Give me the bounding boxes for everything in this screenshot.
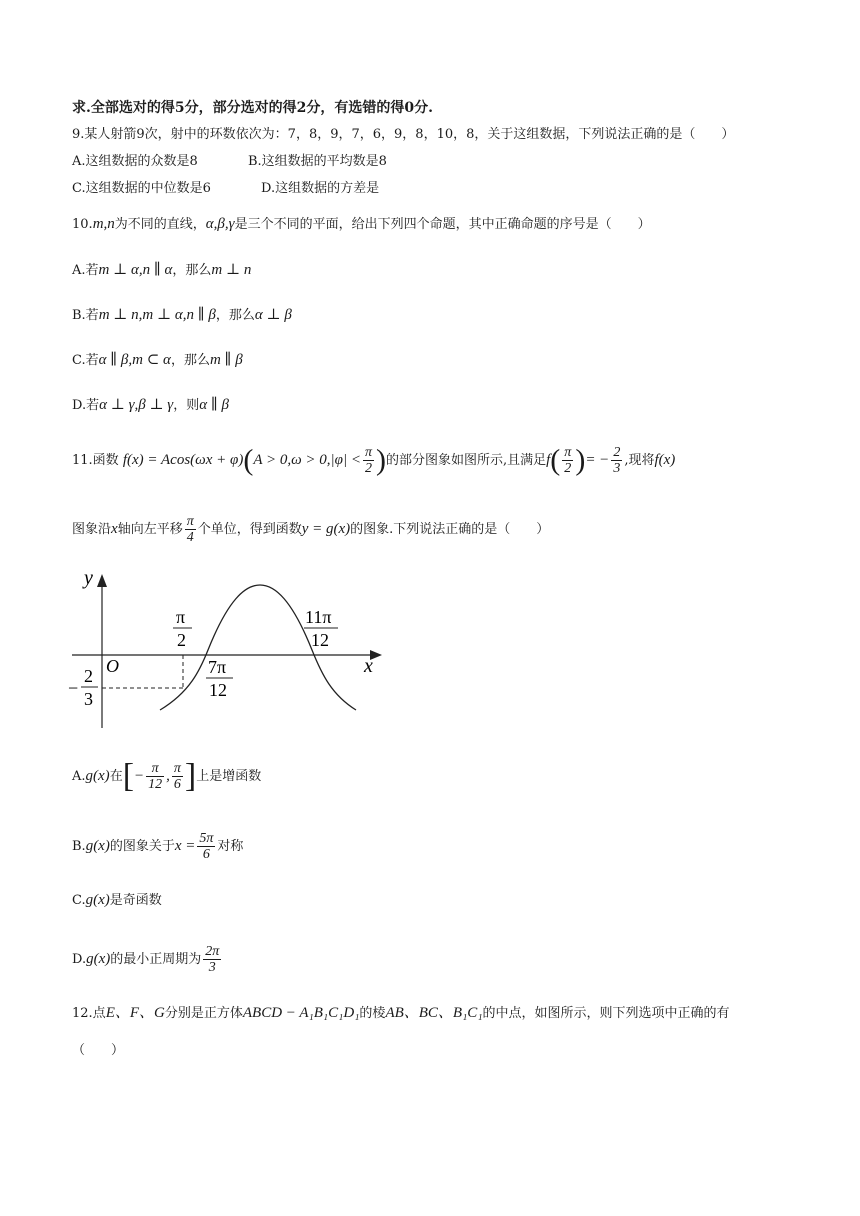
q11-a-bracket-left: [ [122,757,135,795]
q10-c-result: m ∥ β [209,352,243,368]
q10-planes-math: α,β,γ [205,216,235,232]
q11-c-label: C. [72,893,86,908]
q11-line2-text-a: 图象沿 [72,522,112,537]
tick-label-minus: − [68,678,79,698]
frac-denominator: 2 [564,461,572,476]
x-axis-label: x [364,655,373,677]
q12-cube: ABCD − A₁B₁C₁D₁ [242,1005,360,1021]
q9-option-b: B.这组数据的平均数是8 [248,154,387,169]
q10-b-condition: m ⊥ n,m ⊥ α,n ∥ β [98,307,216,323]
q11-condition: A > 0,ω > 0,|φ| < [253,452,361,468]
q11-d-text: 的最小正周期为 [110,952,202,967]
q11-option-b [72,826,243,867]
y-axis-label: y [84,567,93,589]
tick-label-2-num: 2 [84,666,93,686]
cosine-graph [60,560,400,740]
tick-label-7pi-den: 12 [209,680,227,700]
frac-denominator: 3 [208,960,216,975]
q11-option-d [72,939,223,980]
q12-answer-paren: （ ） [72,1043,125,1058]
q11-d-g: g(x) [86,951,111,967]
q11-x-var: x [111,521,118,537]
q11-paren-left-2: ( [550,443,561,477]
frac-numerator: 5π [199,831,214,846]
q10-stem [72,215,651,234]
q10-d-condition: α ⊥ γ,β ⊥ γ [99,397,174,413]
q11-a-frac-pi-6 [172,761,183,792]
q12-stem [72,1004,730,1023]
q11-frac-pi-over-2 [363,445,374,476]
q9-option-d: D.这组数据的方差是 [261,181,380,196]
q12-number: 12.点 [72,1006,106,1021]
q10-number: 10. [72,217,93,232]
q9-option-c: C.这组数据的中位数是6 [72,181,211,196]
q11-fx: f(x) [654,452,676,468]
frac-numerator: 2π [205,944,220,959]
q11-text-1: 的部分图象如图所示,且满足 [385,453,547,468]
y-axis-arrow [97,574,107,587]
q11-a-bracket-right: ] [184,757,197,795]
q11-paren-right: ) [375,443,386,477]
q10-b-label: B.若 [72,308,99,323]
frac-numerator: π [564,445,572,460]
q11-frac-pi-over-2-b [562,445,573,476]
q11-d-frac-2pi-3 [203,944,221,975]
q10-d-label: D.若 [72,398,100,413]
q10-option-d [72,396,229,415]
q11-equals-minus: = − [585,452,610,468]
q12-text-3: 的中点，如图所示，则下列选项中正确的有 [482,1006,730,1021]
frac-denominator: 6 [173,777,181,792]
q10-text-1: 为不同的直线， [114,217,206,232]
frac-denominator: 3 [613,461,621,476]
q11-g-definition: y = g(x) [301,521,351,537]
frac-numerator: π [146,761,164,777]
frac-numerator: 2 [613,445,621,460]
q11-line2-text-c: 个单位，得到函数 [197,522,302,537]
instruction-text: 求.全部选对的得5分，部分选对的得2分，有选错的得0分. [72,100,433,116]
q10-option-c [72,351,243,370]
q11-a-frac-pi-12 [146,761,164,792]
q10-option-a [72,261,251,280]
q12-text-2: 的棱 [359,1006,386,1021]
q11-a-label: A. [72,769,86,784]
tick-label-11pi-den: 12 [311,630,329,650]
q11-paren-left: ( [243,443,254,477]
q9-option-a: A.这组数据的众数是8 [72,154,198,169]
q12-points: E、F、G [105,1005,165,1021]
q10-d-result: α ∥ β [199,397,230,413]
q11-f-symbol: f [546,452,551,468]
q11-a-minus: − [134,768,145,784]
q11-a-g: g(x) [85,768,110,784]
q10-c-then: ，那么 [170,353,210,368]
q11-b-x-eq: x = [174,838,196,854]
q10-c-condition: α ∥ β,m ⊂ α [98,352,171,368]
q11-option-a [72,756,261,797]
q11-paren-right-2: ) [575,443,586,477]
frac-numerator: π [364,445,372,460]
tick-label-3-den: 3 [84,689,93,709]
q10-d-then: ，则 [173,398,200,413]
q9-stem: 9.某人射箭9次，射中的环数依次为：7，8，9，7，6，9，8，10，8，关于这组数据，下列说法正确的是（ ） [72,127,735,142]
q11-frac-pi-over-4 [185,514,196,545]
q11-a-comma: , [166,768,170,784]
q11-line2-text-d: 的图象.下列说法正确的是（ ） [350,522,550,537]
q11-a-text: 上是增函数 [196,769,262,784]
frac-numerator: π [173,761,181,776]
q10-b-then: ，那么 [215,308,255,323]
q10-lines-math: m,n [92,216,115,232]
origin-label: O [106,656,119,676]
q11-b-label: B. [72,839,86,854]
q10-option-b [72,306,292,325]
q11-c-g: g(x) [85,892,110,908]
q10-a-then: ，那么 [172,263,212,278]
q11-b-g: g(x) [85,838,110,854]
q11-stem-line2 [72,509,549,550]
q11-b-text-2: 对称 [217,839,244,854]
q10-a-condition: m ⊥ α,n ∥ α [98,262,173,278]
q11-b-text-1: 的图象关于 [109,839,175,854]
q11-line2-text-b: 轴向左平移 [117,522,183,537]
frac-denominator: 12 [148,777,163,792]
q11-a-in: 在 [109,769,123,784]
q11-function: f(x) = Acos(ωx + φ) [122,452,244,468]
frac-denominator: 6 [202,847,210,862]
q11-b-frac-5pi-6 [197,831,215,862]
q11-d-label: D. [72,952,87,967]
tick-label-pi-num: π [176,607,186,627]
q10-c-label: C.若 [72,353,99,368]
q10-a-result: m ⊥ n [211,262,252,278]
tick-label-pi-den: 2 [177,630,186,650]
q12-edges: AB、BC、B₁C₁ [385,1005,483,1021]
tick-label-7pi-num: 7π [208,657,227,677]
q12-text-1: 分别是正方体 [164,1006,243,1021]
q10-b-result: α ⊥ β [254,307,292,323]
q10-a-label: A.若 [72,263,99,278]
q11-number: 11.函数 [72,453,119,468]
q11-stem-line1 [72,440,675,481]
frac-numerator: π [186,514,194,529]
q11-frac-2-over-3 [611,445,622,476]
frac-denominator: 2 [364,461,372,476]
q11-c-text: 是奇函数 [109,893,162,908]
frac-denominator: 4 [186,530,194,545]
q11-text-2: ,现将 [624,453,655,468]
q11-option-c [72,891,162,910]
tick-label-11pi-num: 11π [305,607,332,627]
q10-text-2: 是三个不同的平面，给出下列四个命题，其中正确命题的序号是（ ） [234,217,651,232]
